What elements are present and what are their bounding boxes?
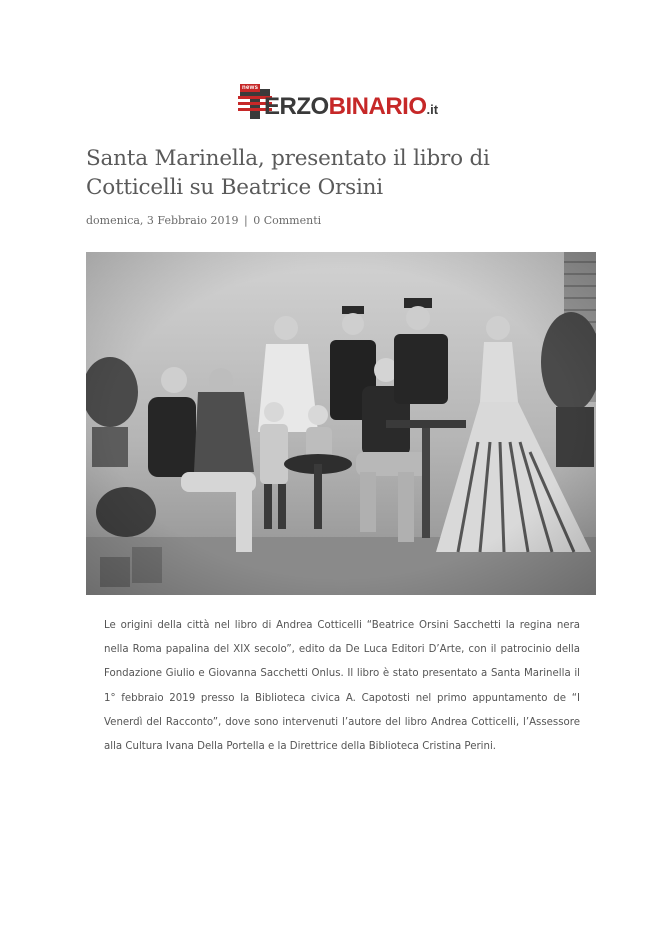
logo-word-erzo: ERZO <box>264 93 329 120</box>
vintage-family-group-photo-icon <box>86 252 596 595</box>
logo-wordmark <box>264 94 438 123</box>
logo-word-binario: BINARIO <box>328 93 427 120</box>
meta-separator: | <box>244 214 248 227</box>
article-photo <box>86 252 596 595</box>
logo-word-tld: .it <box>426 102 439 117</box>
article-date: domenica, 3 Febbraio 2019 <box>86 214 239 227</box>
comments-link[interactable]: 0 Commenti <box>253 214 322 227</box>
site-logo[interactable] <box>238 75 438 127</box>
article-body: Le origini della città nel libro di Andrea Cotticelli “Beatrice Orsini Sacchetti la regina nera nella Roma papalina del XIX secolo”, edito da De Luca Editori D’Arte, con il patrocinio della Fondazione Giulio e Giovanna Sacchetti Onlus. Il libro è stato presentato a Santa Marinella il 1° febbraio 2019 presso la Biblioteca civica A. Capotosti nel primo appuntamento de “I Venerdì del Racconto”, dove sono intervenuti l’autore del libro Andrea Cotticelli, l’Assessore alla Cultura Ivana Della Portella e la Direttrice della Biblioteca Cristina Perini. <box>104 620 580 753</box>
logo-news-badge: news <box>242 85 259 91</box>
article-title: Santa Marinella, presentato il libro di Cotticelli su Beatrice Orsini <box>86 146 490 200</box>
article-meta <box>86 214 321 227</box>
